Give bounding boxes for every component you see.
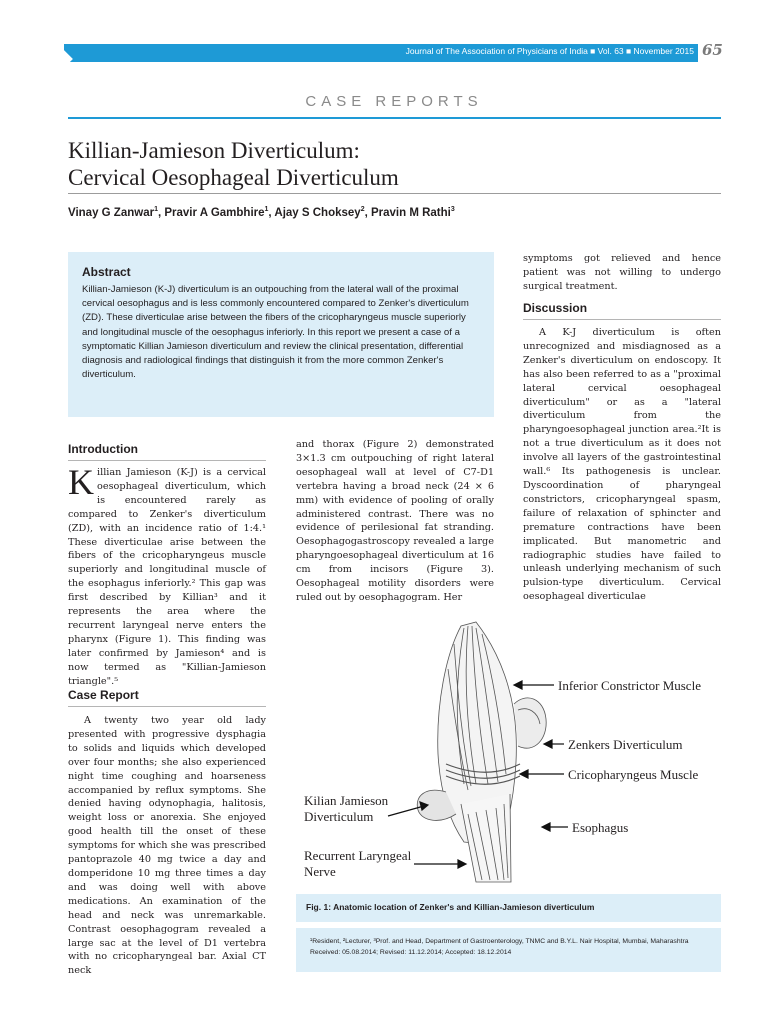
page-number: 65 [702,41,723,59]
author-list: Vinay G Zanwar$^1$, Pravir A Gambhire$^1$, Ajay S Choksey$^2$, Pravin M Rathi$^3$ [68,206,455,219]
label-inferior-constrictor: Inferior Constrictor Muscle [558,678,701,693]
case-report-column [68,714,266,978]
introduction-column [68,462,266,689]
footnote-box [296,928,721,972]
discussion-heading: Discussion [523,301,588,315]
title-line-1: Killian-Jamieson Diverticulum: [68,138,360,163]
author-1: Vinay G Zanwar$^1$ [68,206,158,219]
author-2: Pravir A Gambhire$^1$ [164,206,269,219]
middle-column-text: and thorax (Figure 2) demonstrated 3×1.3 cm outpouching of right lateral oesophageal wall at level of C7-D1 vertebra having a broad neck (24 × 6 mm) with evidence of pooling of orally administered contrast. There was no evidence of perilesional fat stranding. Oesophagogastroscopy revealed a large pharyngoesophageal diverticulum at 16 cm from incisors (Figure 3). Oesophageal motility disorders were ruled out by oesophagogram. Her [296,439,494,603]
section-label: CASE REPORTS [305,93,483,110]
discussion-text: A K-J diverticulum is often unrecognized and misdiagnosed as a Zenker's diverticulum on endoscopy. It has also been referred to as a "proximal lateral cervical oesophageal diverticulum" or as a "lateral diverticulum from the pharyngoesophageal junction area.²It is not a true diverticulum as it does not involve all layers of the gastrointestinal wall.⁶ Its pathogenesis is unclear. Dyscoordination of pharyngeal constrictors, cricopharyngeal spasm, failure of relaxation of sphincter and premature contractions have been implicated. But manometric and radiographic studies have failed to unleash underlying mechanism of such pulsion-type diverticulum. Cervical oesophageal diverticulae [523,327,721,603]
figure-caption: Fig. 1: Anatomic location of Zenker's and Killian-Jamieson diverticulum [296,894,721,922]
label-kj-line1: Kilian Jamieson [304,793,389,808]
introduction-text: illian Jamieson (K-J) is a cervical oesophageal diverticulum, which is encountered rarely as compared to Zenker's diverticulum (ZD), with an incidence ratio of 1:4.¹ These diverticulae arise between the fibers of the cricopharyngeus muscle superiorly and longitudinal muscle of the esophagus inferiorly.² This gap was first described by Killian³ and it represents the area where the recurrent laryngeal nerve enters the pharynx (Figure 1). This finding was later confirmed by Jamieson⁴ and is now termed as "Killian-Jamieson triangle".⁵ [68,467,266,687]
affiliations: ¹Resident, ²Lecturer, ³Prof. and Head, Department of Gastroenterology, TNMC and B.Y.L. Nair Hospital, Mumbai, Maharashtra [310,938,689,945]
abstract-text: Killian-Jamieson (K-J) diverticulum is an outpouching from the lateral wall of the proximal cervical oesophagus and is less commonly encountered compared to Zenker's diverticulum (ZD). These diverticulae arise between the fibers of the cricopharyngeus muscle superiorly and longitudinal muscle of the oesophagus inferiorly. In this report we present a case of a symptomatic Killian Jamieson diverticulum and review the clinical presentation, differential diagnosis and radiological findings that distinguish it from the more common Zenker's diverticulum. [82,284,469,381]
title-line-2: Cervical Oesophageal Diverticulum [68,165,399,190]
abstract-heading: Abstract [82,265,131,279]
continuation-text: symptoms got relieved and hence patient was not willing to undergo surgical treatment. [523,253,721,292]
received-dates: Received: 05.08.2014; Revised: 11.12.2014; Accepted: 18.12.2014 [310,949,512,956]
anatomy-figure [296,614,721,894]
muscle-illustration [417,622,546,882]
middle-column [296,438,494,605]
label-kj-line2: Diverticulum [304,809,374,824]
label-cricopharyngeus: Cricopharyngeus Muscle [568,767,699,782]
dropcap-letter: K [68,462,94,502]
article-title [68,137,718,191]
label-nerve-line1: Recurrent Laryngeal [304,848,412,863]
author-4: Pravin M Rathi$^3$ [370,206,455,219]
case-report-rule [68,706,266,707]
section-rule [68,117,721,119]
abstract-box [68,252,494,417]
discussion-column [523,326,721,604]
discussion-rule [523,319,721,320]
introduction-rule [68,460,266,461]
label-esophagus: Esophagus [572,820,629,835]
case-report-text: A twenty two year old lady presented with progressive dysphagia to solids and liquids which developed over four months; she also experienced night time coughing and hoarseness accompanied by reflux symptoms. She denied having odynophagia, halitosis, weight loss or anorexia. She enjoyed good health till the onset of these symptoms for which she was prescribed pantoprazole 40 mg twice a day and domperidone 10 mg three times a day and was doing well with above medications. An examination of the head and neck was unremarkable. Contrast oesophagogram revealed a large sac at the level of D1 vertebra with no cricopharyngeal bar. Axial CT neck [68,715,266,977]
case-report-heading: Case Report [68,688,139,702]
introduction-heading: Introduction [68,442,138,456]
label-nerve-line2: Nerve [304,864,336,879]
author-3: Ajay S Choksey$^2$ [274,206,365,219]
title-rule [68,193,721,194]
label-zenkers-diverticulum: Zenkers Diverticulum [568,737,683,752]
right-column-top [523,252,721,294]
journal-header: Journal of The Association of Physicians of India ■ Vol. 63 ■ November 2015 [405,46,694,56]
